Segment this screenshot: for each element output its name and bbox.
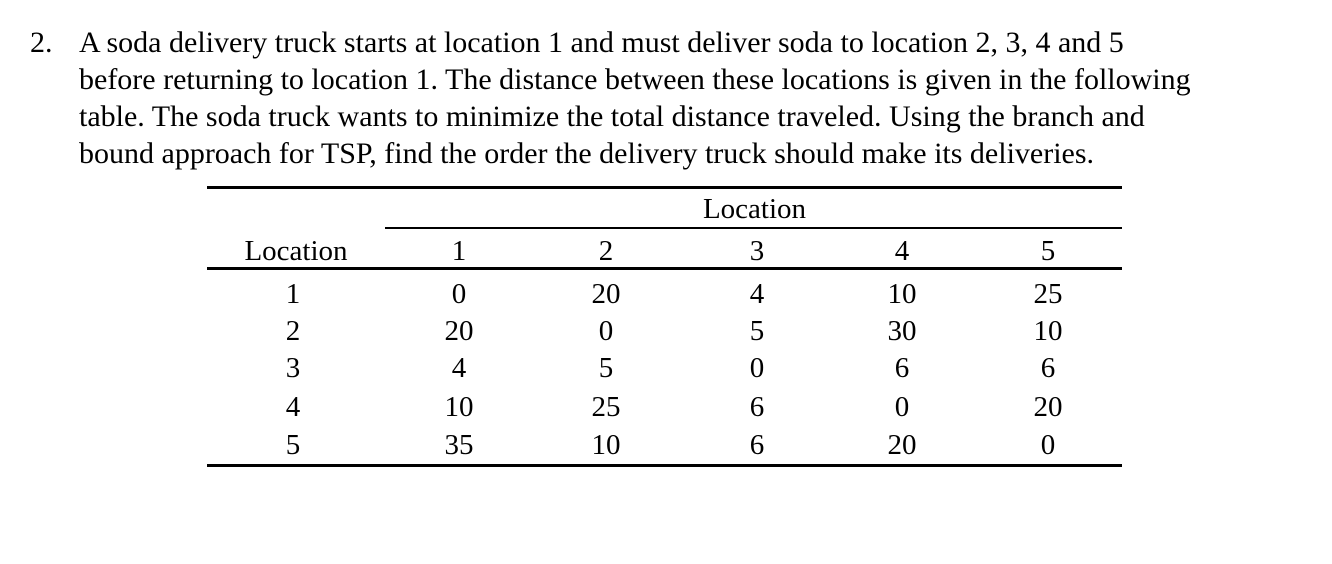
table-cell: 4: [451, 352, 467, 384]
table-cell: 0: [894, 391, 910, 423]
table-cell: 6: [749, 391, 765, 423]
table-cell: 0: [1040, 429, 1056, 461]
table-cell: 0: [451, 278, 467, 310]
distance-table: [207, 186, 1122, 468]
row-label: 2: [285, 315, 301, 347]
table-top-rule: [207, 186, 1122, 189]
problem-text: [79, 24, 1310, 172]
table-cell: 6: [1040, 352, 1056, 384]
table-cell: 0: [598, 315, 614, 347]
table-cell: 20: [444, 315, 474, 347]
table-cell: 35: [444, 429, 474, 461]
row-label: 5: [285, 429, 301, 461]
column-group-label: Location: [702, 193, 807, 225]
table-cell: 25: [591, 391, 621, 423]
table-cell: 10: [1033, 315, 1063, 347]
problem-line: A soda delivery truck starts at location 1 and must deliver soda to location 2, 3, 4 and 5: [79, 26, 1124, 59]
table-cell: 5: [598, 352, 614, 384]
table-cell: 10: [444, 391, 474, 423]
table-cell: 25: [1033, 278, 1063, 310]
table-cell: 10: [591, 429, 621, 461]
column-header: 3: [749, 235, 765, 267]
row-label: 1: [285, 278, 301, 310]
column-header: 1: [451, 235, 467, 267]
column-group-rule: [385, 227, 1122, 229]
column-header: 4: [894, 235, 910, 267]
table-cell: 4: [749, 278, 765, 310]
problem-line: bound approach for TSP, find the order the delivery truck should make its deliveries.: [79, 137, 1095, 170]
table-cell: 0: [749, 352, 765, 384]
table-cell: 6: [894, 352, 910, 384]
row-label: 4: [285, 391, 301, 423]
table-bottom-rule: [207, 464, 1122, 467]
table-cell: 20: [887, 429, 917, 461]
table-cell: 20: [1033, 391, 1063, 423]
row-label: 3: [285, 352, 301, 384]
column-header: 2: [598, 235, 614, 267]
column-header: 5: [1040, 235, 1056, 267]
row-header-label: Location: [244, 235, 348, 267]
table-cell: 20: [591, 278, 621, 310]
problem-line: before returning to location 1. The distance between these locations is given in the following: [79, 63, 1191, 96]
table-cell: 6: [749, 429, 765, 461]
problem-number: 2.: [30, 26, 53, 59]
problem-line: table. The soda truck wants to minimize the total distance traveled. Using the branch and: [79, 100, 1145, 133]
table-cell: 5: [749, 315, 765, 347]
table-cell: 30: [887, 315, 917, 347]
table-cell: 10: [887, 278, 917, 310]
